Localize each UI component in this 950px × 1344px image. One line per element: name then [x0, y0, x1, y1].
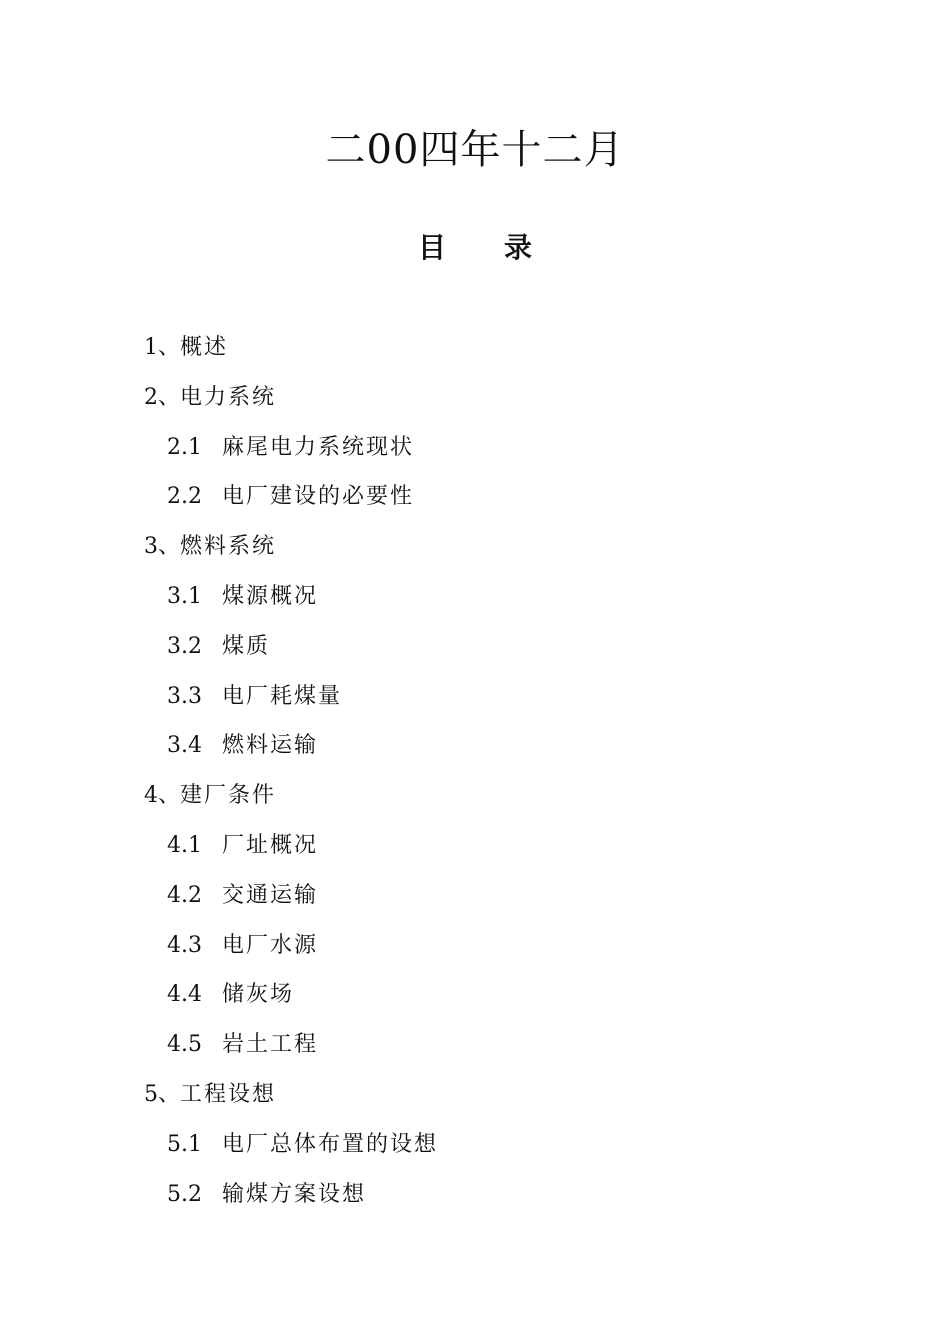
- toc-entry: [0, 622, 950, 672]
- toc-entry-number: 2.2: [167, 484, 202, 510]
- toc-entry-title: 厂址概况: [222, 832, 319, 858]
- toc-entry: [0, 921, 950, 971]
- toc-entry: [0, 1120, 950, 1170]
- toc-entry: [0, 721, 950, 771]
- toc-entry-number: 2: [144, 384, 158, 410]
- toc-entry-number: 4.4: [167, 982, 202, 1008]
- toc-entry-number: 3.4: [167, 733, 202, 759]
- toc-entry-title: 燃料系统: [180, 534, 277, 560]
- toc-entry-separator: 、: [158, 384, 181, 410]
- toc-entry: [0, 423, 950, 473]
- toc-entry-separator: 、: [158, 534, 181, 560]
- toc-entry-title: 概述: [180, 335, 229, 360]
- toc-heading: [0, 230, 950, 266]
- toc-entry-number: 5.1: [167, 1131, 202, 1157]
- toc-entry: [0, 1170, 950, 1220]
- toc-entry-number: 1: [144, 335, 158, 360]
- toc-entry-number: 4.3: [167, 932, 202, 958]
- toc-entry-separator: 、: [158, 335, 181, 360]
- toc-entry: [0, 871, 950, 921]
- toc-entry-title: 电厂耗煤量: [222, 683, 343, 709]
- toc-entry: [0, 821, 950, 871]
- toc-entry-number: 4.1: [167, 832, 202, 858]
- toc-entry: [0, 522, 950, 572]
- toc-entry: [0, 672, 950, 722]
- toc-entry-number: 4.5: [167, 1032, 202, 1058]
- toc-entry-title: 煤源概况: [222, 583, 319, 609]
- toc-heading-left: 目: [417, 231, 446, 264]
- toc-entry: [0, 970, 950, 1020]
- toc-heading-right: 录: [504, 231, 533, 264]
- toc-entry-title: 电厂水源: [222, 932, 319, 958]
- toc-entry-number: 2.1: [167, 434, 202, 460]
- toc-entry: [0, 472, 950, 522]
- toc-entry-title: 电力系统: [180, 384, 277, 410]
- toc-entry-separator: 、: [158, 1081, 181, 1107]
- document-date: 二00四年十二月: [325, 127, 625, 173]
- toc-entry-title: 岩土工程: [222, 1032, 319, 1058]
- toc-entry-number: 4: [144, 783, 158, 809]
- toc-entry: [0, 572, 950, 622]
- toc-entry-number: 3.3: [167, 683, 202, 709]
- toc-entry-number: 3.2: [167, 633, 202, 659]
- toc-entry-title: 交通运输: [222, 882, 319, 908]
- toc-entry-title: 麻尾电力系统现状: [222, 434, 415, 460]
- toc-entry-number: 4.2: [167, 882, 202, 908]
- toc-entry-title: 储灰场: [222, 982, 295, 1008]
- toc-entry: [0, 373, 950, 423]
- toc-entry-title: 煤质: [222, 633, 271, 659]
- toc-entry: [0, 1020, 950, 1070]
- toc-entry: [0, 771, 950, 821]
- toc-entry-number: 5: [144, 1081, 158, 1107]
- toc-entry-separator: 、: [158, 783, 181, 809]
- toc-entry-title: 建厂条件: [180, 783, 277, 809]
- table-of-contents: [0, 323, 950, 1219]
- toc-entry-title: 工程设想: [180, 1081, 277, 1107]
- toc-entry-title: 电厂总体布置的设想: [222, 1131, 439, 1157]
- toc-entry-title: 输煤方案设想: [222, 1181, 367, 1207]
- toc-entry-title: 电厂建设的必要性: [222, 484, 415, 510]
- toc-entry-number: 5.2: [167, 1181, 202, 1207]
- toc-entry-number: 3.1: [167, 583, 202, 609]
- toc-entry-title: 燃料运输: [222, 733, 319, 759]
- toc-entry-number: 3: [144, 534, 158, 560]
- toc-entry: [0, 1070, 950, 1120]
- toc-entry: [0, 323, 950, 373]
